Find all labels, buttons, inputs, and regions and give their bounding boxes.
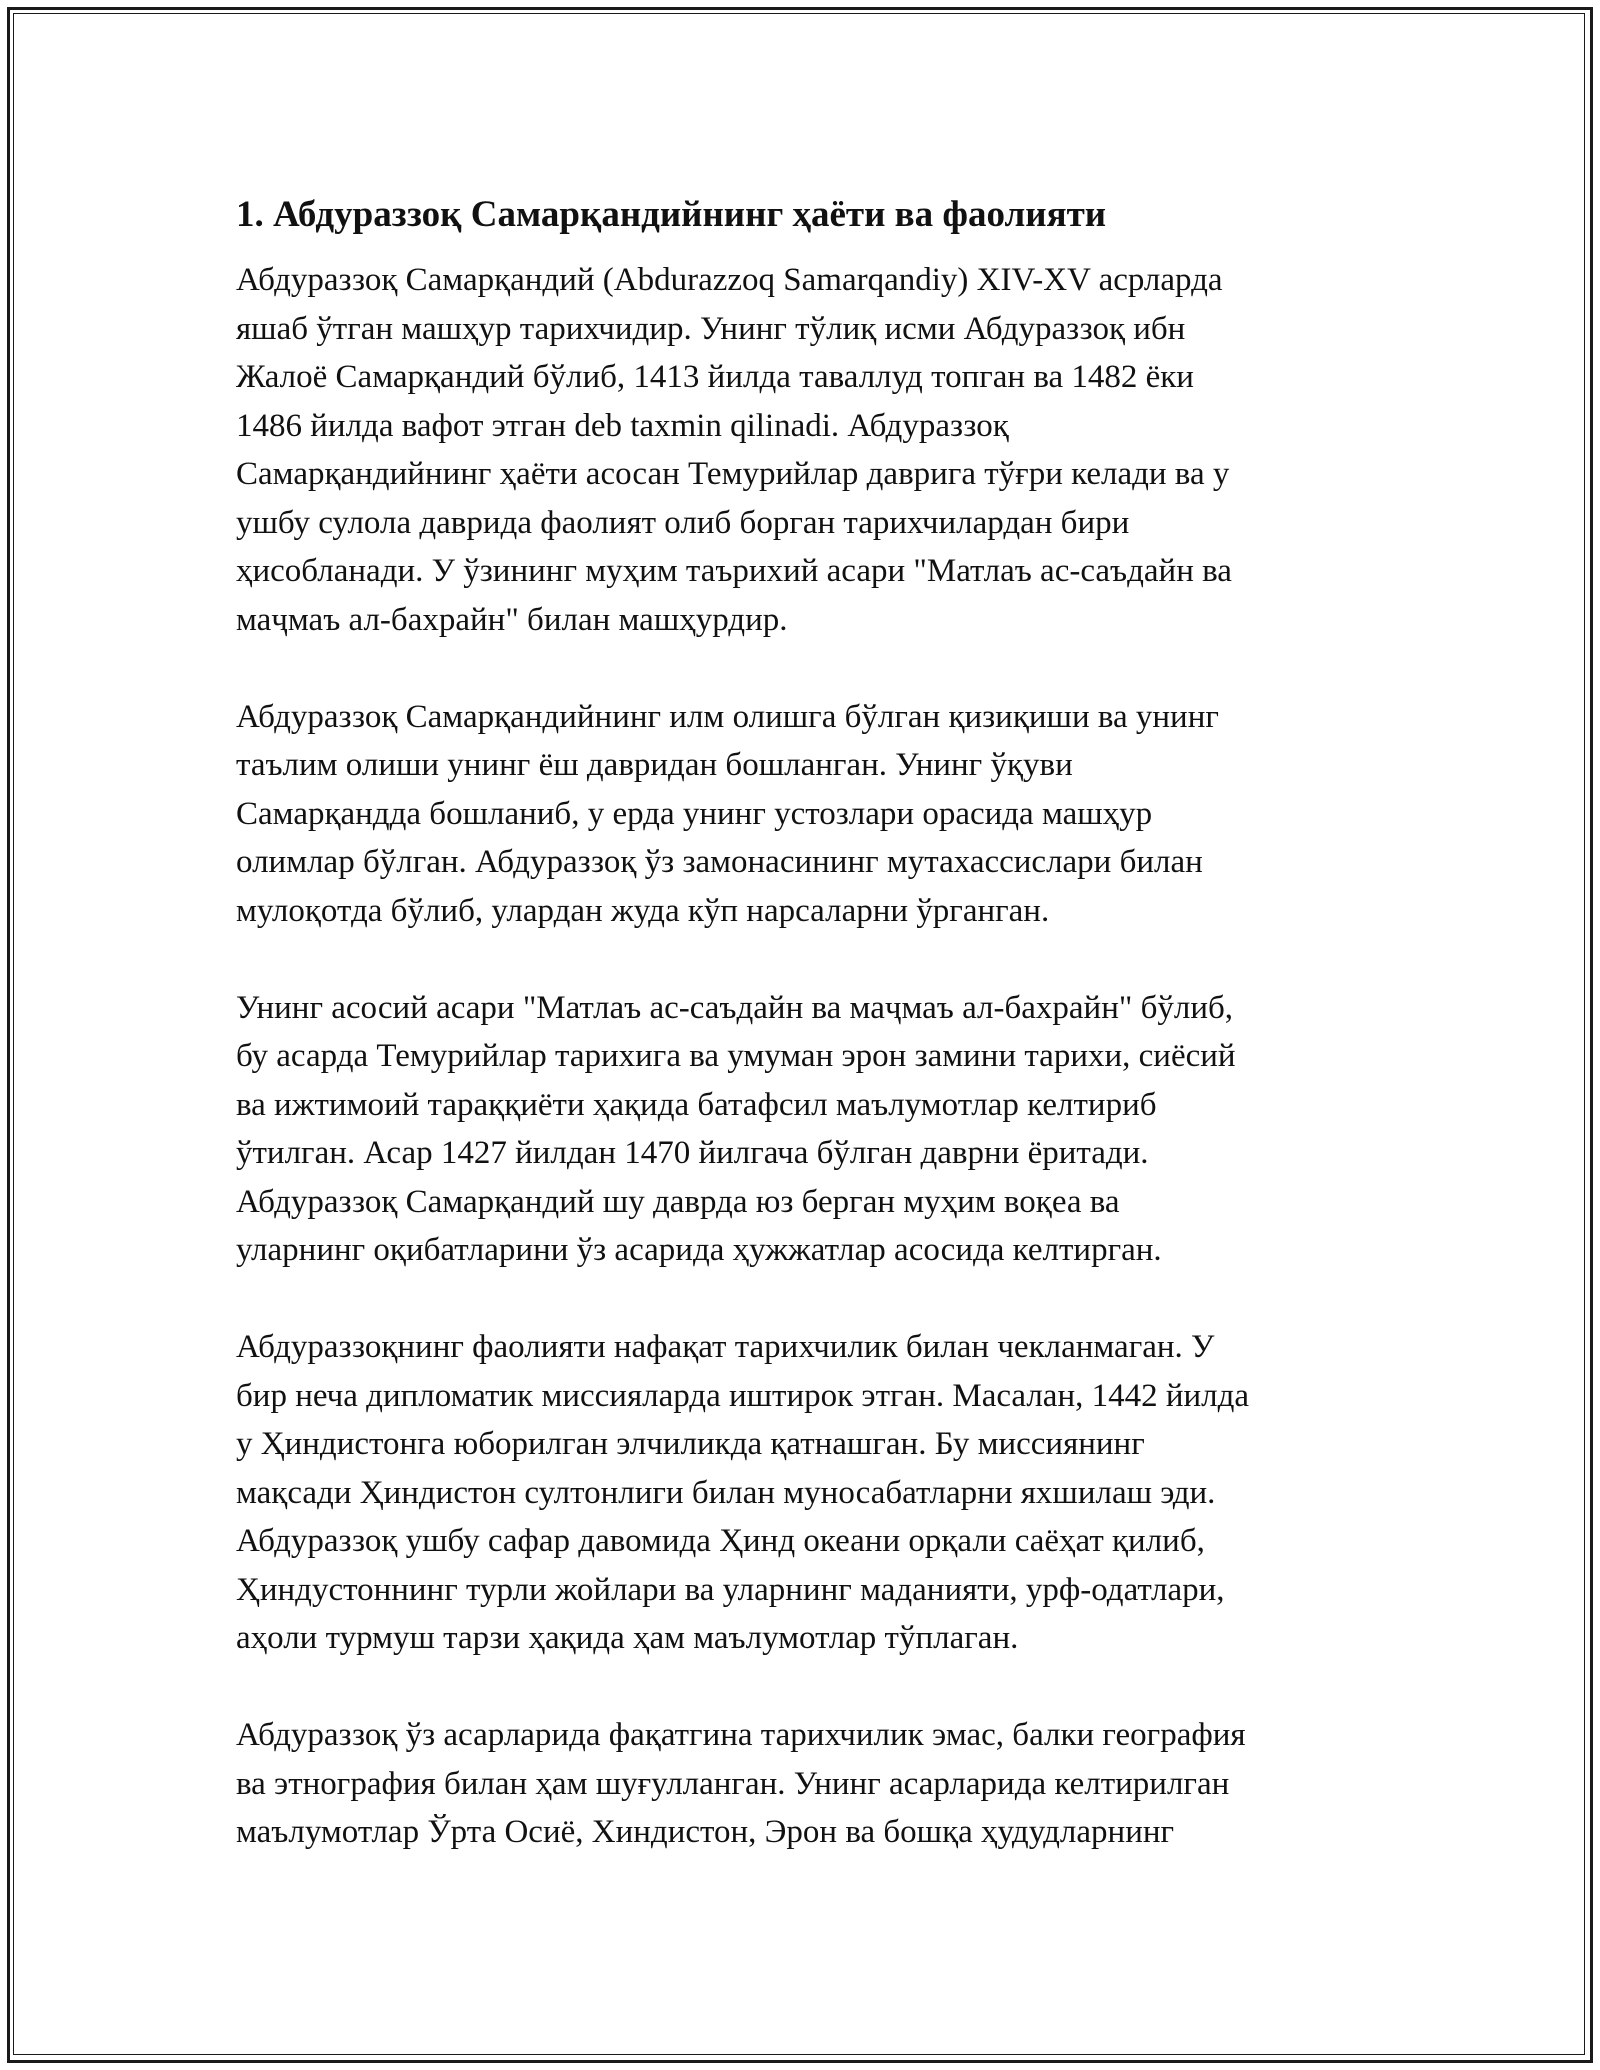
text-line: ва этнография билан ҳам шуғулланган. Унинг асарларида келтирилган: [236, 1765, 1230, 1802]
text-line: яшаб ўтган машҳур тарихчидир. Унинг тўлиқ исми Абдураззоқ ибн: [236, 310, 1186, 347]
section-heading: 1. Абдураззоқ Самарқандийнинг ҳаёти ва фаолияти: [236, 194, 1107, 235]
text-line: Абдураззоқнинг фаолияти нафақат тарихчилик билан чекланмаган. У: [236, 1329, 1215, 1365]
text-line: Ҳиндустоннинг турли жойлари ва уларнинг маданияти, урф-одатлари,: [236, 1571, 1225, 1608]
text-line: аҳоли турмуш тарзи ҳақида ҳам маълумотлар тўплаган.: [236, 1620, 1019, 1656]
paragraph-5: [236, 1711, 1376, 1857]
text-line: у Ҳиндистонга юборилган элчиликда қатнашган. Бу миссиянинг: [236, 1426, 1145, 1462]
text-line: Унинг асосий асари "Матлаъ ас-саъдайн ва маҷмаъ ал-бахрайн" бўлиб,: [236, 989, 1234, 1026]
text-line: ушбу сулола даврида фаолият олиб борган тарихчилардан бири: [236, 504, 1130, 541]
text-line: Абдураззоқ Самарқандий шу даврда юз берган муҳим воқеа ва: [236, 1183, 1120, 1220]
text-line: маҷмаъ ал-бахрайн" билан машҳурдир.: [236, 601, 788, 638]
text-line: мулоқотда бўлиб, улардан жуда кўп нарсаларни ўрганган.: [236, 892, 1050, 929]
text-line: Абдураззоқ Самарқандийнинг илм олишга бўлган қизиқиши ва унинг: [236, 698, 1219, 735]
paragraph-2: [236, 693, 1376, 936]
text-line: маълумотлар Ўрта Осиё, Хиндистон, Эрон ва бошқа ҳудудларнинг: [236, 1814, 1175, 1850]
text-line: Жалоё Самарқандий бўлиб, 1413 йилда таваллуд топган ва 1482 ёки: [236, 359, 1194, 395]
text-line: Абдураззоқ Самарқандий (Abdurazzoq Samarqandiy) XIV-XV асрларда: [236, 262, 1223, 298]
text-line: Абдураззоқ ушбу сафар давомида Ҳинд океани орқали саёҳат қилиб,: [236, 1523, 1205, 1559]
text-line: олимлар бўлган. Абдураззоқ ўз замонасининг мутахассислари билан: [236, 844, 1203, 880]
paragraph-3: [236, 984, 1376, 1275]
text-line: бир неча дипломатик миссияларда иштирок этган. Масалан, 1442 йилда: [236, 1377, 1250, 1414]
text-line: Самарқандда бошланиб, у ерда унинг устозлари орасида машҳур: [236, 795, 1153, 832]
text-line: бу асарда Темурийлар тарихига ва умуман эрон замини тарихи, сиёсий: [236, 1038, 1236, 1074]
paragraph-1: [236, 256, 1376, 644]
text-line: Абдураззоқ ўз асарларида фақатгина тарихчилик эмас, балки география: [236, 1717, 1246, 1753]
paragraph-4: [236, 1323, 1376, 1663]
text-line: ва ижтимоий тараққиёти ҳақида батафсил маълумотлар келтириб: [236, 1086, 1157, 1123]
document-body: [236, 186, 1376, 1905]
text-line: Самарқандийнинг ҳаёти асосан Темурийлар даврига тўғри келади ва у: [236, 456, 1230, 492]
text-line: мақсади Ҳиндистон султонлиги билан муносабатларни яхшилаш эди.: [236, 1474, 1216, 1511]
text-line: ўтилган. Асар 1427 йилдан 1470 йилгача бўлган даврни ёритади.: [236, 1135, 1149, 1171]
text-line: уларнинг оқибатларини ўз асарида ҳужжатлар асосида келтирган.: [236, 1232, 1162, 1268]
text-line: 1486 йилда вафот этган deb taxmin qilinadi. Абдураззоқ: [236, 407, 1009, 444]
text-line: таълим олиши унинг ёш давридан бошланган. Унинг ўқуви: [236, 747, 1073, 783]
text-line: ҳисобланади. У ўзининг муҳим таърихий асари "Матлаъ ас-саъдайн ва: [236, 553, 1232, 589]
